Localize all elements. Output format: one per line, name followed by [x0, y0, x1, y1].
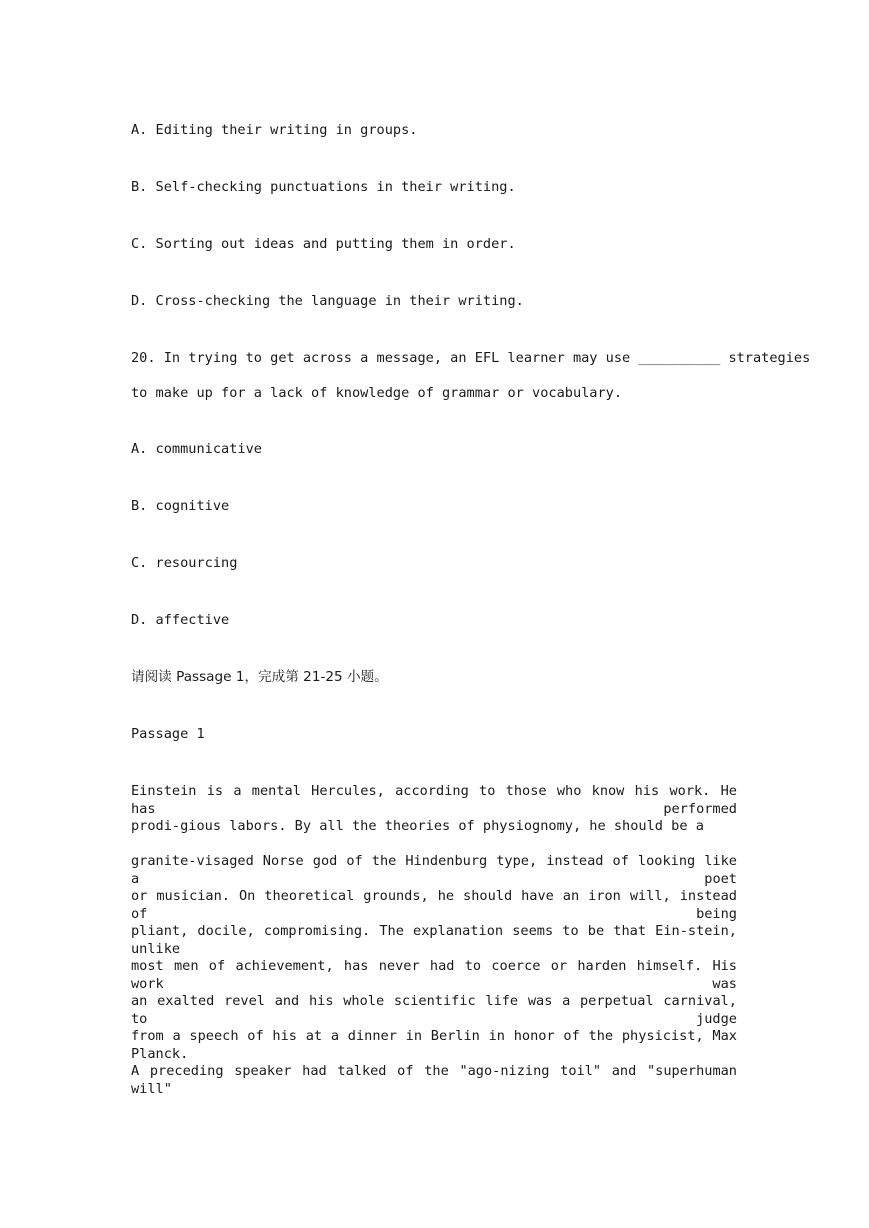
q20-stem-line1: 20. In trying to get across a message, an EFL learner may use __________ strategies — [131, 350, 811, 366]
q20-option-c: C. resourcing — [131, 555, 238, 571]
passage-line: or musician. On theoretical grounds, he should have an iron will, instead of being — [131, 888, 737, 922]
passage-line: an exalted revel and his whole scientific life was a perpetual carnival, to judge — [131, 993, 737, 1027]
q19-option-a: A. Editing their writing in groups. — [131, 122, 418, 138]
passage-line: A preceding speaker had talked of the "ago-nizing toil" and "superhuman will" — [131, 1063, 737, 1097]
passage-instruction: 请阅读 Passage 1，完成第 21-25 小题。 — [131, 669, 388, 685]
passage-line: prodi-gious labors. By all the theories of physiognomy, he should be a — [131, 818, 704, 834]
q20-option-a: A. communicative — [131, 441, 262, 457]
q19-option-c: C. Sorting out ideas and putting them in order. — [131, 236, 516, 252]
q19-option-d: D. Cross-checking the language in their writing. — [131, 293, 524, 309]
q20-stem-line2: to make up for a lack of knowledge of grammar or vocabulary. — [131, 385, 623, 401]
passage-title: Passage 1 — [131, 726, 205, 742]
passage-line: most men of achievement, has never had to coerce or harden himself. His work was — [131, 958, 737, 992]
passage-line: pliant, docile, compromising. The explanation seems to be that Ein-stein, unlike — [131, 923, 737, 957]
q19-option-b: B. Self-checking punctuations in their writing. — [131, 179, 516, 195]
passage-line: from a speech of his at a dinner in Berlin in honor of the physicist, Max Planck. — [131, 1028, 737, 1062]
passage-line: granite-visaged Norse god of the Hindenburg type, instead of looking like a poet — [131, 853, 737, 887]
q20-option-b: B. cognitive — [131, 498, 230, 514]
passage-line: Einstein is a mental Hercules, according to those who know his work. He has performed — [131, 783, 737, 817]
q20-option-d: D. affective — [131, 612, 230, 628]
